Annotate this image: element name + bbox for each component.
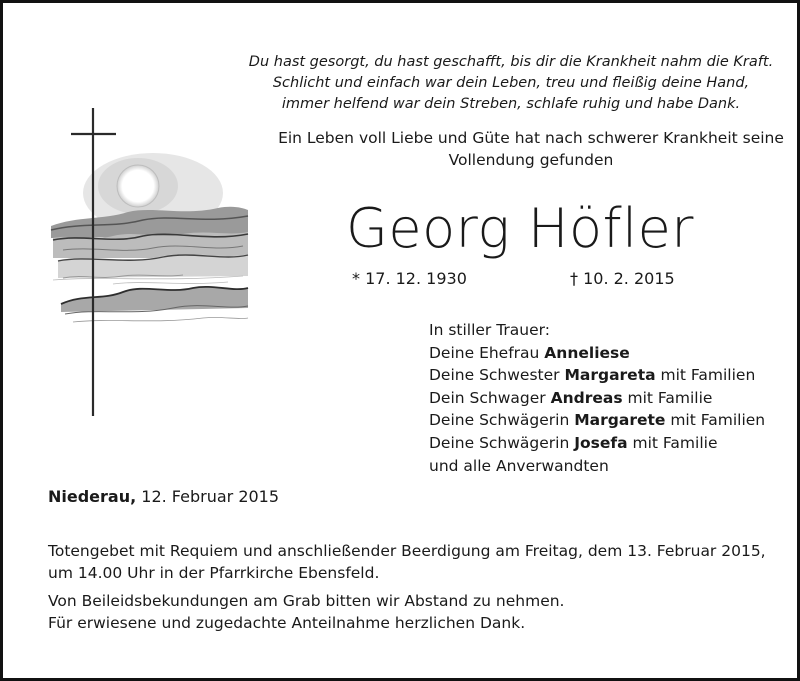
mourner-suffix: mit Familien <box>655 366 756 385</box>
mourner-relation: Deine Ehefrau <box>429 343 545 362</box>
poem-line: Schlicht und einfach war dein Leben, treu und fleißig deine Hand, <box>272 75 750 91</box>
death-date: † 10. 2. 2015 <box>570 269 675 288</box>
mourner-name: Margarete <box>574 411 666 430</box>
deceased-name: Georg Höfler <box>346 197 695 260</box>
funeral-line: um 14.00 Uhr in der Pfarrkirche Ebensfeld. <box>48 563 380 582</box>
condolence-line: Für erwiesene und zugedachte Anteilnahme herzlichen Dank. <box>48 613 526 632</box>
date: 12. Februar 2015 <box>136 487 280 506</box>
mourner-relation: Deine Schwester <box>429 366 565 385</box>
mourners-closing: und alle Anverwandten <box>429 456 609 475</box>
mourner-suffix: mit Familie <box>627 433 718 452</box>
mourner-relation: Deine Schwägerin <box>429 411 575 430</box>
birth-date: * 17. 12. 1930 <box>352 269 467 288</box>
intro-line: Vollendung gefunden <box>448 151 614 169</box>
condolence-note <box>48 591 565 634</box>
condolence-line: Von Beileidsbekundungen am Grab bitten wir Abstand zu nehmen. <box>48 592 565 610</box>
mourner-name: Andreas <box>550 388 623 407</box>
poem-line: immer helfend war dein Streben, schlafe ruhig und habe Dank. <box>281 96 741 112</box>
mourner-suffix: mit Familie <box>622 388 713 407</box>
place: Niederau, <box>48 487 137 506</box>
mourner-row <box>429 409 765 432</box>
mourner-suffix: mit Familien <box>665 411 766 430</box>
mourner-row <box>429 364 765 387</box>
mourner-name: Margareta <box>564 366 656 385</box>
cross-and-sunset-landscape-icon <box>43 108 253 423</box>
memorial-poem <box>233 52 789 115</box>
poem-line: Du hast gesorgt, du hast geschafft, bis dir die Krankheit nahm die Kraft. <box>248 54 774 70</box>
mourner-row <box>429 387 765 410</box>
mourners-heading: In stiller Trauer: <box>429 321 550 339</box>
mourners-list <box>429 319 765 477</box>
intro-line: Ein Leben voll Liebe und Güte hat nach schwerer Krankheit seine <box>278 129 784 147</box>
mourner-name: Josefa <box>574 433 628 452</box>
place-and-date <box>48 486 279 508</box>
intro-text <box>253 127 800 171</box>
mourner-row <box>429 342 765 365</box>
mourner-row <box>429 432 765 455</box>
funeral-line: Totengebet mit Requiem und anschließender Beerdigung am Freitag, dem 13. Februar 2015, <box>48 542 766 560</box>
funeral-info <box>48 541 766 584</box>
mourner-name: Anneliese <box>544 343 630 362</box>
mourner-relation: Dein Schwager <box>429 388 551 407</box>
mourner-relation: Deine Schwägerin <box>429 433 575 452</box>
